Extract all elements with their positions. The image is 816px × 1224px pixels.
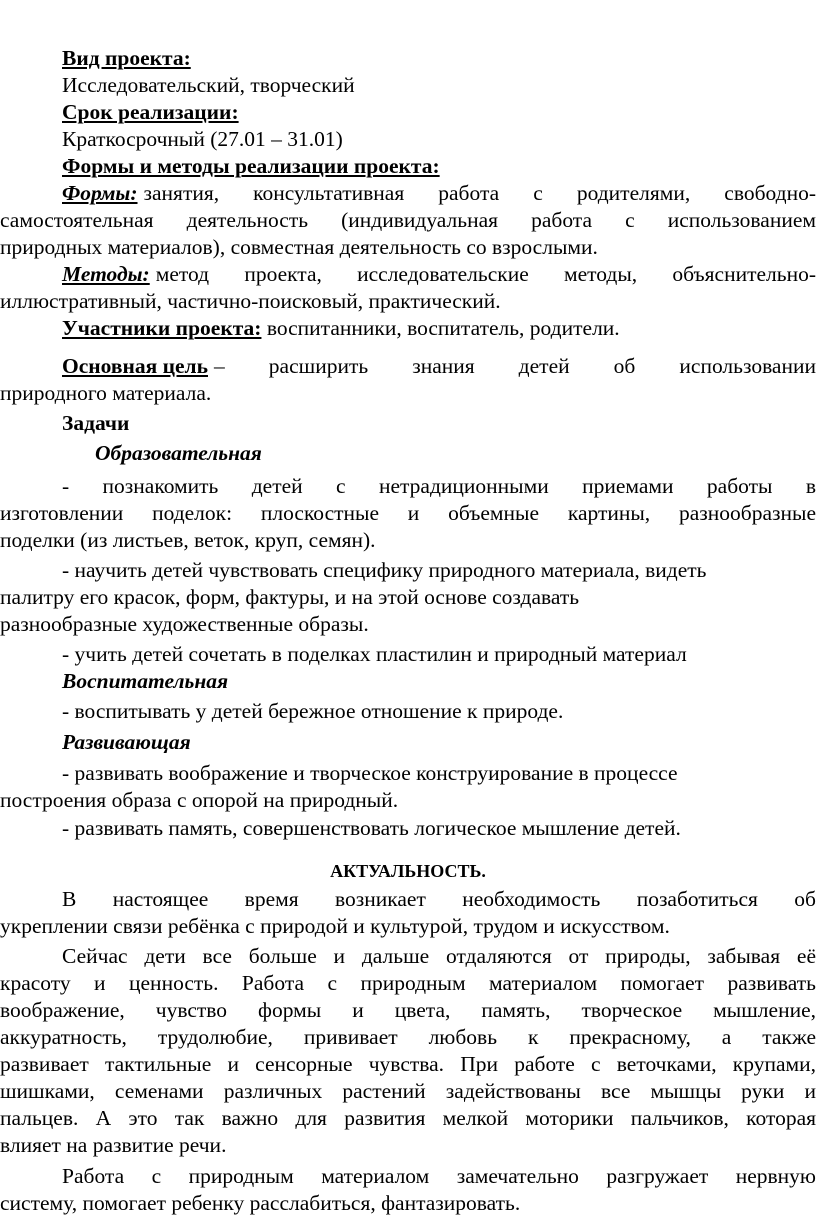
term-heading: Срок реализации: [62,100,239,124]
relevance-heading: АКТУАЛЬНОСТЬ. [330,861,486,881]
relevance-line-12: систему, помогает ребенку расслабиться, фантазировать. [0,1191,521,1215]
goal-line-1 [62,353,816,380]
educational-line-7: - учить детей сочетать в поделках пластилин и природный материал [62,642,687,666]
developing-line-3: - развивать память, совершенствовать логическое мышление детей. [62,816,681,840]
developing-line-2: построения образа с опорой на природный. [0,788,399,812]
participants-value: воспитанники, воспитатель, родители. [266,316,620,340]
tasks-heading: Задачи [62,411,130,435]
goal-text-2: природного материала. [0,381,212,405]
relevance-line-1: В настоящее время возникает необходимость позаботиться об [62,887,816,911]
educational-line-5: палитру его красок, форм, фактуры, и на этой основе создавать [0,585,580,609]
relevance-line-7: развивает тактильные и сенсорные чувства. При работе с веточками, крупами, [0,1052,816,1076]
participants-line [62,315,620,342]
educational-line-1: - познакомить детей с нетрадиционными приемами работы в [62,474,816,498]
educational-line-2: изготовлении поделок: плоскостные и объемные картины, разнообразные [0,501,816,525]
educational-line-4: - научить детей чувствовать специфику природного материала, видеть [62,558,707,582]
relevance-line-9: пальцев. А это так важно для развития мелкой моторики пальчиков, которая [0,1106,816,1130]
project-type-heading: Вид проекта: [62,46,191,70]
relevance-line-2: укреплении связи ребёнка с природой и культурой, трудом и искусством. [0,914,670,938]
methods-text-1: метод проекта, исследовательские методы, объяснительно- [155,262,816,286]
goal-text-1: – расширить знания детей об использовании [214,354,816,378]
participants-label: Участники проекта: [62,316,262,340]
relevance-line-11: Работа с природным материалом замечательно разгружает нервную [62,1164,816,1188]
relevance-line-8: шишками, семенами различных растений задействованы все мышцы руки и [0,1079,816,1103]
forms-text-2: самостоятельная деятельность (индивидуальная работа с использованием [0,208,816,232]
methods-text-2: иллюстративный, частично-поисковый, практический. [0,289,501,313]
methods-label: Методы: [62,262,150,286]
relevance-line-6: аккуратность, трудолюбие, прививает любовь к прекрасному, а также [0,1025,816,1049]
relevance-line-5: воображение, чувство формы и цвета, память, творческое мышление, [0,998,816,1022]
educational-heading: Образовательная [95,441,262,465]
relevance-line-10: влияет на развитие речи. [0,1133,227,1157]
educational-line-3: поделки (из листьев, веток, круп, семян). [0,528,376,552]
goal-label: Основная цель [62,354,208,378]
methods-line-1 [62,261,816,288]
term-value: Краткосрочный (27.01 – 31.01) [62,127,343,151]
forms-text-3: природных материалов), совместная деятельность со взрослыми. [0,235,598,259]
project-type-value: Исследовательский, творческий [62,73,355,97]
forms-text-1: занятия, консультативная работа с родителями, свободно- [143,181,816,205]
relevance-line-4: красоту и ценность. Работа с природным материалом помогает развивать [0,971,816,995]
developing-line-1: - развивать воображение и творческое конструирование в процессе [62,761,678,785]
developing-heading: Развивающая [62,730,191,754]
relevance-line-3: Сейчас дети все больше и дальше отдаляются от природы, забывая её [62,944,816,968]
educational-line-6: разнообразные художественные образы. [0,612,369,636]
upbringing-line-1: - воспитывать у детей бережное отношение к природе. [62,699,564,723]
forms-methods-heading: Формы и методы реализации проекта: [62,154,440,178]
upbringing-heading: Воспитательная [62,669,229,693]
forms-line-1 [62,180,816,207]
forms-label: Формы: [62,181,138,205]
